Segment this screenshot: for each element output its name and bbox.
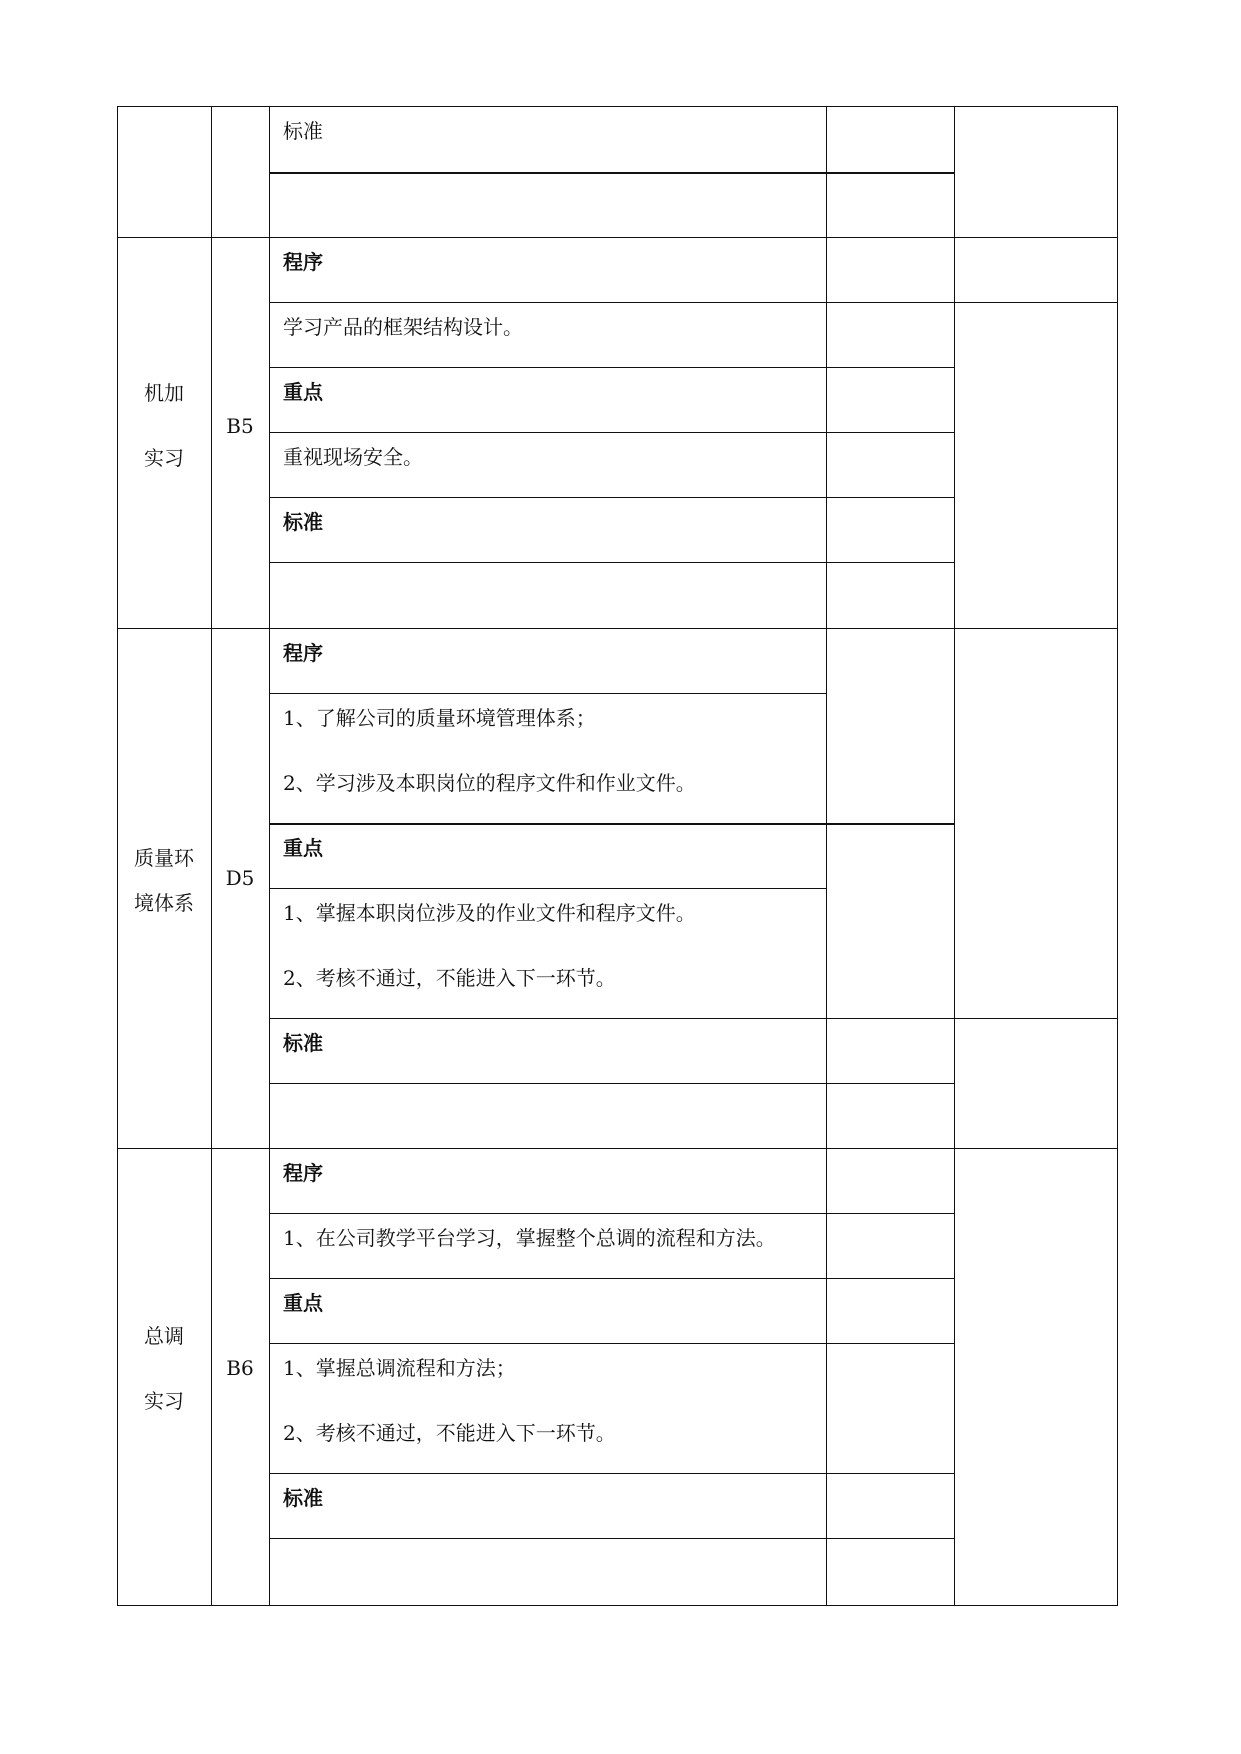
- row-heading: 重点: [283, 1291, 323, 1315]
- row-line: [269, 172, 954, 174]
- section-code: D5: [225, 866, 255, 890]
- row-text: 重视现场安全。: [283, 445, 423, 469]
- row-line: [269, 888, 826, 889]
- section-separator: [117, 628, 1117, 629]
- row-text: 2、学习涉及本职岗位的程序文件和作业文件。: [283, 771, 696, 795]
- row-line: [269, 497, 954, 498]
- section-title-line: 机加: [144, 381, 184, 405]
- row-text: 1、了解公司的质量环境管理体系；: [283, 706, 596, 730]
- section-title-line: 总调: [144, 1324, 184, 1348]
- section-code: B6: [226, 1356, 254, 1380]
- row-heading: 标准: [283, 510, 323, 534]
- row-line: [269, 367, 954, 368]
- row-line: [269, 1213, 954, 1214]
- row-line: [269, 432, 954, 433]
- row-heading: 标准: [283, 1031, 323, 1055]
- row-text: 2、考核不通过，不能进入下一环节。: [283, 966, 616, 990]
- row-heading: 重点: [283, 380, 323, 404]
- row-line: [269, 1343, 954, 1344]
- row-line: [269, 1018, 1117, 1019]
- row-line: [269, 823, 954, 825]
- row-heading: 重点: [283, 836, 323, 860]
- section-title-line: 实习: [144, 446, 184, 470]
- column-divider-1: [211, 106, 212, 1606]
- section-separator: [117, 1148, 1117, 1149]
- row-text: 1、掌握本职岗位涉及的作业文件和程序文件。: [283, 901, 696, 925]
- row-line: [269, 1278, 954, 1279]
- row-heading: 程序: [283, 641, 323, 665]
- section-separator: [117, 237, 1117, 238]
- row-line: [269, 1083, 954, 1084]
- section-code: B5: [226, 414, 254, 438]
- row-text: 1、在公司教学平台学习，掌握整个总调的流程和方法。: [283, 1226, 776, 1250]
- row-line: [269, 562, 954, 563]
- row-heading: 标准: [283, 1486, 323, 1510]
- section-title-line: 质量环: [134, 846, 194, 870]
- column-divider-3: [826, 106, 827, 1606]
- column-divider-2: [269, 106, 270, 1606]
- row-line: [269, 302, 1117, 303]
- section-title-line: 境体系: [134, 891, 194, 915]
- row-line: [269, 1473, 954, 1474]
- row-heading: 程序: [283, 250, 323, 274]
- row-text: 标准: [283, 119, 323, 143]
- table-border-top: [117, 106, 1117, 107]
- column-divider-4: [954, 106, 955, 1606]
- row-text: 学习产品的框架结构设计。: [283, 315, 523, 339]
- row-line: [269, 1538, 954, 1539]
- row-heading: 程序: [283, 1161, 323, 1185]
- section-title-line: 实习: [144, 1389, 184, 1413]
- row-line: [269, 693, 826, 694]
- table-border-right: [1117, 106, 1118, 1606]
- row-text: 2、考核不通过，不能进入下一环节。: [283, 1421, 616, 1445]
- row-text: 1、掌握总调流程和方法；: [283, 1356, 516, 1380]
- table-border-bottom: [117, 1605, 1117, 1606]
